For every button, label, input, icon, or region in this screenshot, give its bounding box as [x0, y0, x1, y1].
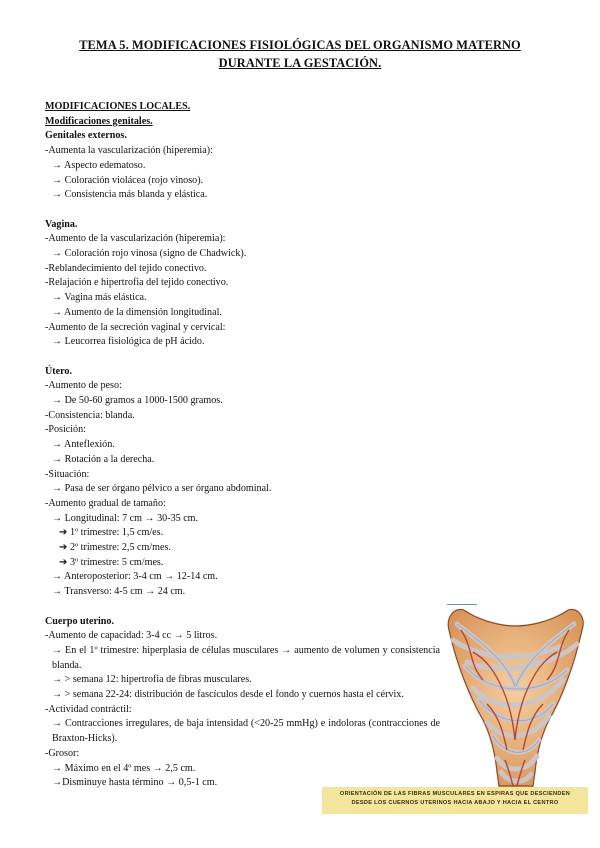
list-item: → Coloración violácea (rojo vinoso). — [52, 174, 204, 186]
list-item: → Máximo en el 4º mes → 2,5 cm. — [52, 762, 196, 774]
list-item: -Aumento de la secreción vaginal y cervical: — [45, 321, 226, 333]
list-item: → En el 1º trimestre: hiperplasia de células musculares → aumento de volumen y consistencia blanda. — [52, 644, 440, 671]
list-item: -Aumento de la vascularización (hiperemia): — [45, 233, 226, 245]
list-item: -Aumento de capacidad: 3-4 cc → 5 litros. — [45, 630, 218, 642]
list-item: -Aumenta la vascularización (hiperemia): — [45, 145, 213, 157]
list-item: -Relajación e hipertrofia del tejido conectivo. — [45, 277, 229, 289]
list-item: -Aumento gradual de tamaño: — [45, 497, 166, 509]
section-heading-modificaciones-genitales: Modificaciones genitales. — [45, 115, 153, 127]
heading-utero: Útero. — [45, 365, 72, 377]
list-item: → Consistencia más blanda y elástica. — [52, 189, 208, 201]
list-item: ➔ 3º trimestre: 5 cm/mes. — [59, 556, 164, 568]
list-item: → Rotación a la derecha. — [52, 453, 155, 465]
list-item: → Anteflexión. — [52, 439, 115, 451]
list-item: → Longitudinal: 7 cm → 30-35 cm. — [52, 512, 199, 524]
list-item: → > semana 12: hipertrofia de fibras musculares. — [52, 674, 252, 686]
caption-line-1: ORIENTACIÓN DE LAS FIBRAS MUSCULARES EN ESPIRAS QUE DESCIENDEN — [339, 791, 571, 797]
title-line-1: TEMA 5. MODIFICACIONES FISIOLÓGICAS DEL ORGANISMO MATERNO — [79, 38, 521, 52]
list-item: → Aumento de la dimensión longitudinal. — [52, 306, 222, 318]
heading-cuerpo-uterino: Cuerpo uterino. — [45, 615, 114, 627]
list-item: ➔ 2º trimestre: 2,5 cm/mes. — [59, 542, 171, 554]
list-item: → De 50-60 gramos a 1000-1500 gramos. — [52, 395, 223, 407]
section-heading-modificaciones-locales: MODIFICACIONES LOCALES. — [45, 101, 191, 112]
document-title — [20, 36, 580, 72]
uterus-muscle-fibers-illustration — [443, 600, 588, 810]
list-item: -Reblandecimiento del tejido conectivo. — [45, 262, 207, 274]
list-item: -Aumento de peso: — [45, 380, 122, 392]
caption-line-2: DESDE LOS CUERNOS UTERINOS HACIA ABAJO Y HACIA EL CENTRO — [351, 800, 559, 806]
list-item: -Situación: — [45, 468, 90, 480]
list-item: → Coloración rojo vinosa (signo de Chadwick). — [52, 248, 247, 260]
list-item: -Actividad contráctil: — [45, 703, 132, 715]
list-item: -Grosor: — [45, 747, 80, 759]
list-item: ➔ 1º trimestre: 1,5 cm/es. — [59, 527, 164, 539]
list-item: -Posición: — [45, 424, 86, 436]
list-item: → > semana 22-24: distribución de fascículos desde el fondo y cuernos hasta el cérvix. — [52, 689, 404, 701]
document-body — [45, 100, 440, 791]
list-item: -Consistencia: blanda. — [45, 409, 135, 421]
list-item: →Disminuye hasta término → 0,5-1 cm. — [52, 777, 218, 789]
figure-caption — [322, 787, 588, 814]
list-item: → Transverso: 4-5 cm → 24 cm. — [52, 586, 186, 598]
title-line-2: DURANTE LA GESTACIÓN. — [218, 56, 382, 70]
list-item: → Anteroposterior: 3-4 cm → 12-14 cm. — [52, 571, 218, 583]
list-item: → Vagina más elástica. — [52, 292, 147, 304]
heading-vagina: Vagina. — [45, 218, 78, 230]
heading-genitales-externos: Genitales externos. — [45, 130, 127, 142]
list-item: → Aspecto edematoso. — [52, 159, 146, 171]
list-item: → Leucorrea fisiológica de pH ácido. — [52, 336, 205, 348]
list-item: → Pasa de ser órgano pélvico a ser órgano abdominal. — [52, 483, 272, 495]
list-item: → Contracciones irregulares, de baja intensidad (<20-25 mmHg) e indoloras (contracciones de Braxton-Hicks). — [52, 718, 440, 745]
